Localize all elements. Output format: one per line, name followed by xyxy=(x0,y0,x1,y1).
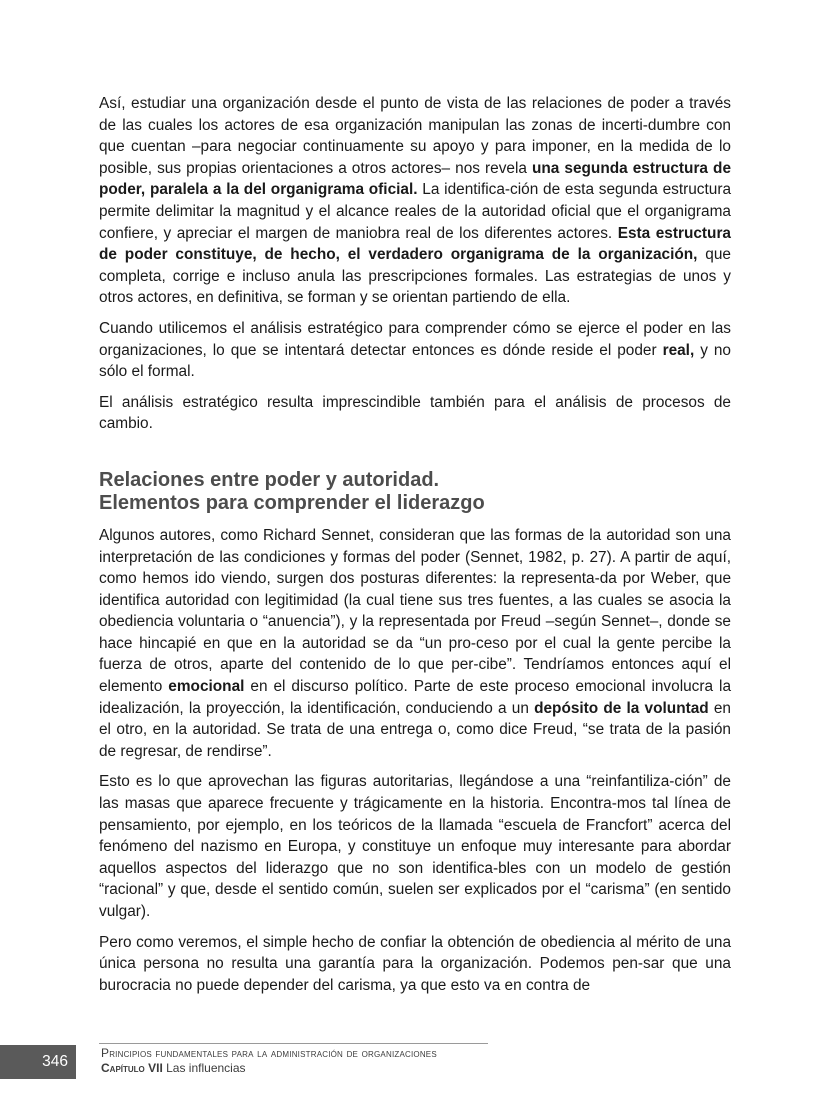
page-number: 346 xyxy=(0,1045,76,1079)
bold-text: emocional xyxy=(168,678,245,696)
section-heading-line-1: Relaciones entre poder y autoridad. xyxy=(99,468,440,491)
text-run: que completa, corrige e incluso anula las prescripciones formales. Las estrategias de unos y otros actores, en definitiva, se forman y se orientan partiendo de ella. xyxy=(99,246,731,307)
page-body xyxy=(99,93,731,1005)
paragraph xyxy=(99,771,731,922)
paragraph xyxy=(99,525,731,763)
paragraph xyxy=(99,392,731,435)
text-run: en el otro, en la autoridad. Se trata de una entrega o, como dice Freud, “se trata de la pasión de regresar, de rendirse”. xyxy=(99,699,731,760)
text-run: Así, estudiar una organización desde el punto de vista de las relaciones de poder a través de las cuales los actores de esa organización manipulan las zonas de incerti-dumbre con que cuentan –para negociar continuamente su apoyo y para imponer, en la medida de lo posible, sus propias orientaciones a otros actores– nos revela xyxy=(99,95,731,177)
chapter-title: Las influencias xyxy=(166,1061,246,1075)
paragraph xyxy=(99,318,731,383)
chapter-label: Capítulo VII xyxy=(101,1061,163,1075)
bold-text: una segunda estructura de poder, paralela a la del organigrama oficial. xyxy=(99,159,731,199)
chapter-line xyxy=(101,1061,437,1076)
text-run: en el discurso político. Parte de este proceso emocional involucra la idealización, la proyección, la identificación, conduciendo a un xyxy=(99,678,731,717)
section-heading xyxy=(99,469,731,515)
bold-text: real, xyxy=(662,341,695,359)
text-run: Algunos autores, como Richard Sennet, consideran que las formas de la autoridad son una interpretación de las condiciones y formas del poder (Sennet, 1982, p. 27). A partir de aquí, como hemos ido viendo, surgen dos posturas diferentes: la representa-da por Weber, que identifica autoridad con legitimidad (la cual tiene sus tres fuentes, a las cuales se asocia la obediencia voluntaria o “anuencia”), y la representada por Freud –según Sennet–, donde se hace hincapié en que en la autoridad se da “un pro-ceso por el cual la gente percibe la fuerza de otros, aparte del contenido de lo que per-cibe”. Tendríamos entonces aquí el elemento xyxy=(99,526,731,696)
footer-divider xyxy=(99,1043,488,1044)
text-run: Esto es lo que aprovechan las figuras autoritarias, llegándose a una “reinfantiliza-ción” de las masas que aparece frecuente y trágicamente en la historia. Encontra-mos tal línea de pensamiento, por ejemplo, en los teóricos de la llamada “escuela de Francfort” acerca del fenómeno del nazismo en Europa, y constituye un enfoque muy interesante para abordar aquellos aspectos del liderazgo que no son identifica-bles con un modelo de gestión “racional” y que, desde el sentido común, suelen ser explicados por el “carisma” (en sentido vulgar). xyxy=(99,773,731,920)
running-footer xyxy=(101,1046,437,1076)
paragraph xyxy=(99,932,731,997)
section-heading-line-2: Elementos para comprender el liderazgo xyxy=(99,491,485,514)
paragraph xyxy=(99,93,731,309)
book-title: Principios fundamentales para la administración de organizaciones xyxy=(101,1046,437,1060)
bold-text: Esta estructura de poder constituye, de hecho, el verdadero organigrama de la organización, xyxy=(99,224,731,264)
text-run: La identifica-ción de esta segunda estructura permite delimitar la magnitud y el alcance reales de la autoridad oficial que el organigrama confiere, y apreciar el margen de maniobra real de los diferentes actores. xyxy=(99,181,732,242)
bold-text: depósito de la voluntad xyxy=(534,699,709,717)
text-run: y no sólo el formal. xyxy=(99,341,731,381)
text-run: Pero como veremos, el simple hecho de confiar la obtención de obediencia al mérito de una única persona no resulta una garantía para la organización. Podemos pen-sar que una burocracia no puede depender del carisma, ya que esto va en contra de xyxy=(99,933,731,994)
text-run: El análisis estratégico resulta imprescindible también para el análisis de procesos de cambio. xyxy=(99,393,731,433)
text-run: Cuando utilicemos el análisis estratégico para comprender cómo se ejerce el poder en las organizaciones, lo que se intentará detectar entonces es dónde reside el poder xyxy=(99,319,731,359)
